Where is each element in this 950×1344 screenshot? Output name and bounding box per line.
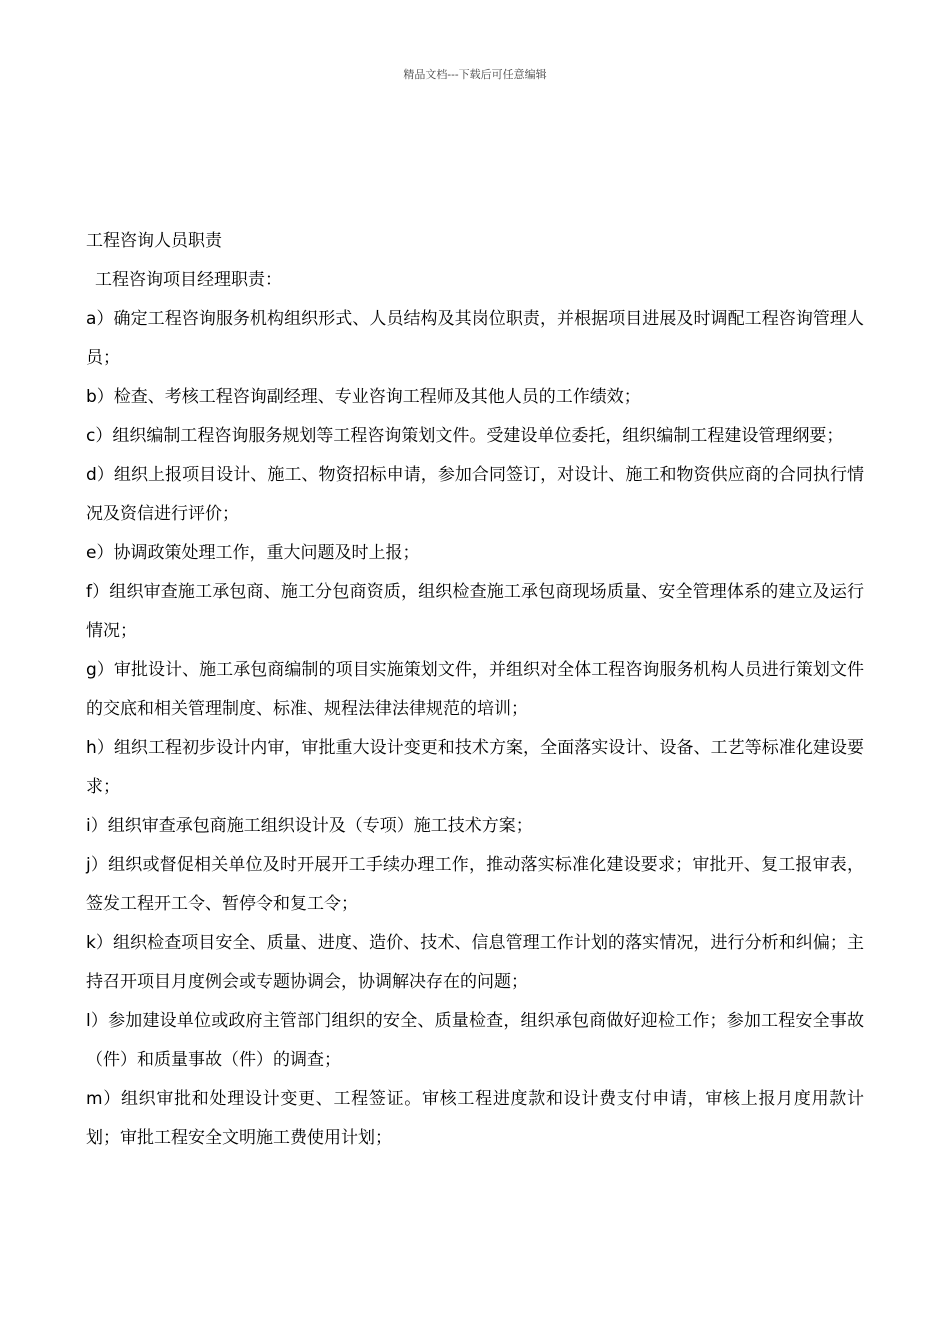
duty-item-l: l）参加建设单位或政府主管部门组织的安全、质量检查，组织承包商做好迎检工作；参加工程安全事故（件）和质量事故（件）的调查； — [86, 1011, 864, 1070]
duty-item-a: a）确定工程咨询服务机构组织形式、人员结构及其岗位职责，并根据项目进展及时调配工程咨询管理人员； — [86, 309, 864, 368]
duty-item-h: h）组织工程初步设计内审，审批重大设计变更和技术方案，全面落实设计、设备、工艺等标准化建设要求； — [86, 738, 864, 797]
document-body — [86, 222, 864, 1158]
duty-item-k: k）组织检查项目安全、质量、进度、造价、技术、信息管理工作计划的落实情况，进行分析和纠偏；主持召开项目月度例会或专题协调会，协调解决存在的问题； — [86, 933, 864, 992]
duty-item-f: f）组织审查施工承包商、施工分包商资质，组织检查施工承包商现场质量、安全管理体系的建立及运行情况； — [86, 582, 864, 641]
duty-item-g: g）审批设计、施工承包商编制的项目实施策划文件，并组织对全体工程咨询服务机构人员进行策划文件的交底和相关管理制度、标准、规程法律法律规范的培训； — [86, 660, 864, 719]
duty-item-c: c）组织编制工程咨询服务规划等工程咨询策划文件。受建设单位委托，组织编制工程建设管理纲要； — [86, 426, 844, 446]
duty-item-i: i）组织审查承包商施工组织设计及（专项）施工技术方案； — [86, 816, 533, 836]
duty-item-j: j）组织或督促相关单位及时开展开工手续办理工作，推动落实标准化建设要求；审批开、复工报审表，签发工程开工令、暂停令和复工令； — [86, 855, 864, 914]
duty-item-d: d）组织上报项目设计、施工、物资招标申请，参加合同签订，对设计、施工和物资供应商的合同执行情况及资信进行评价； — [86, 465, 864, 524]
duty-item-e: e）协调政策处理工作，重大问题及时上报； — [86, 543, 420, 563]
page-header: 精品文档---下载后可任意编辑 — [403, 68, 547, 81]
duty-item-b: b）检查、考核工程咨询副经理、专业咨询工程师及其他人员的工作绩效； — [86, 387, 641, 407]
section-heading: 工程咨询项目经理职责： — [95, 270, 282, 290]
duty-list — [86, 300, 864, 1158]
duty-item-m: m）组织审批和处理设计变更、工程签证。审核工程进度款和设计费支付申请，审核上报月度用款计划；审批工程安全文明施工费使用计划； — [86, 1089, 864, 1148]
document-title: 工程咨询人员职责 — [86, 231, 222, 251]
